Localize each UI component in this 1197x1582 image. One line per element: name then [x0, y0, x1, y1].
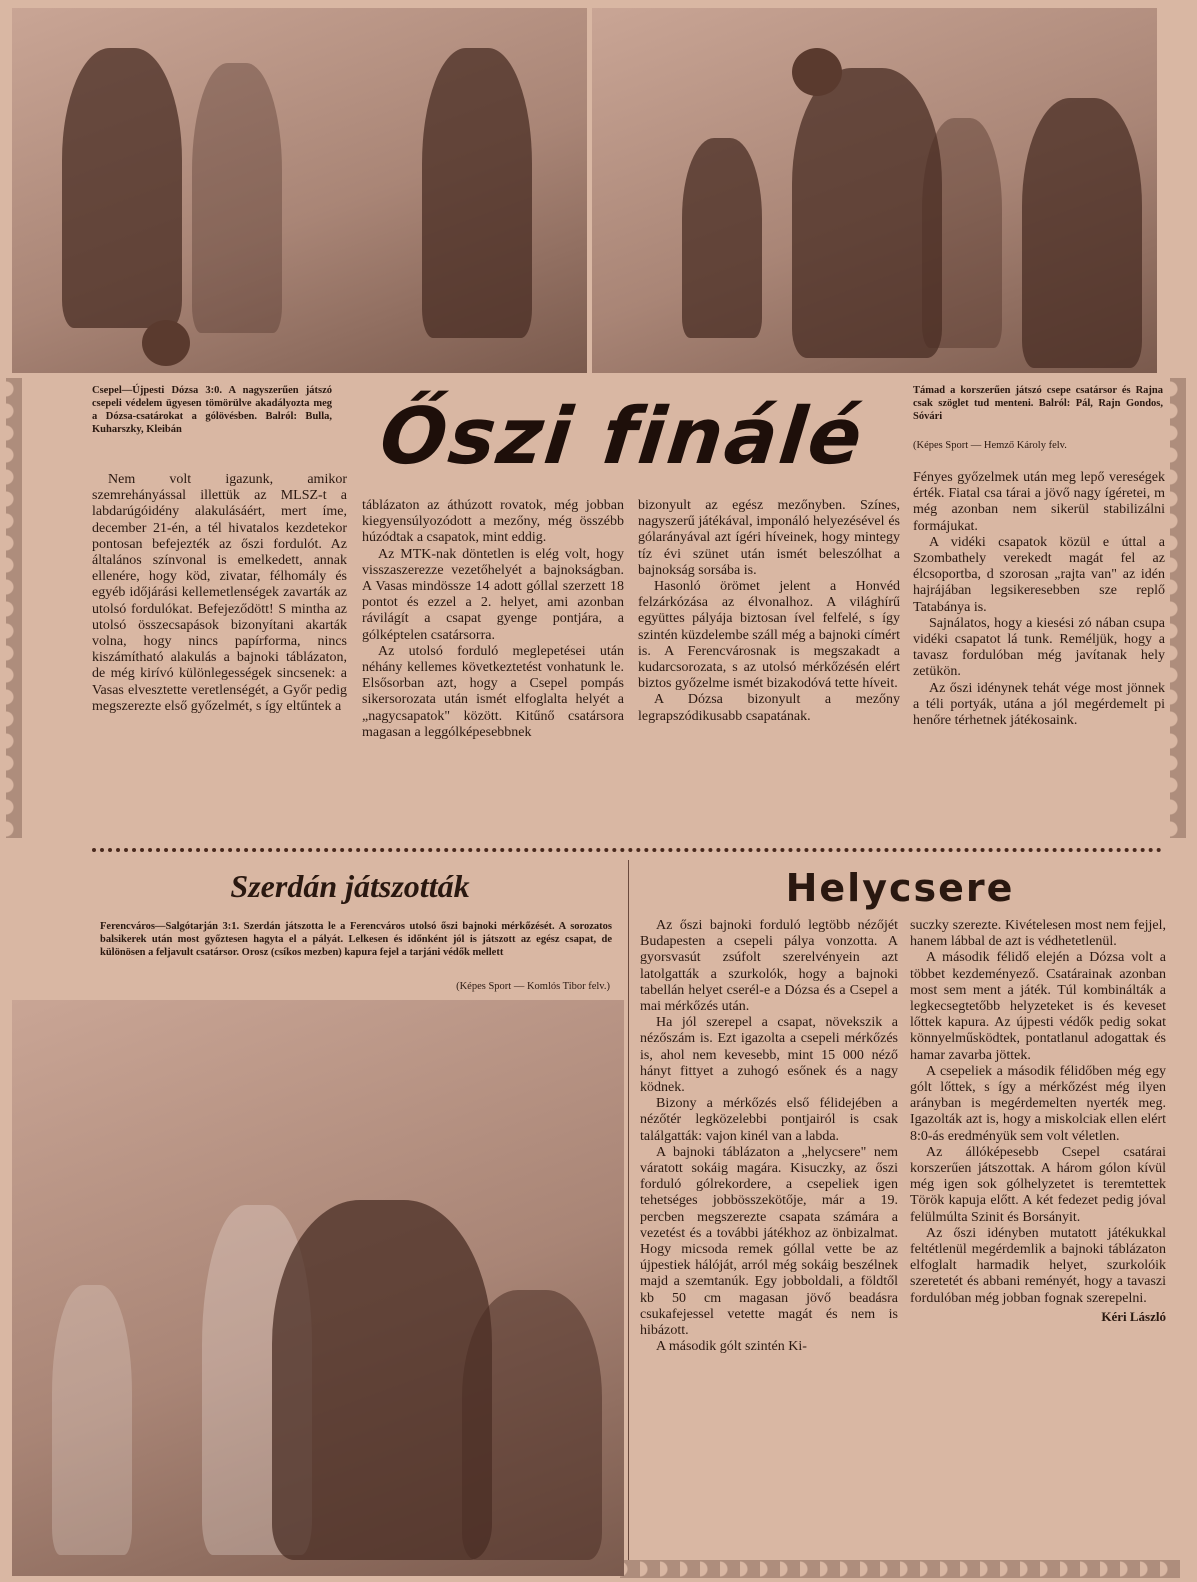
paragraph: Az utolsó forduló meglepetései után néhány kellemes következtetést vonhatunk le. Elsősorban azt, hogy a Csepel pompás sikersorozata után ismét elfoglalta helyét a „nagycsapatok" között. Kitűnő csatársora magasan a leggólképesebbnek: [362, 643, 624, 740]
photo-csepel-dozsa-right: [592, 8, 1157, 373]
section-title-helycsere: Helycsere: [785, 866, 1015, 910]
paragraph: Bizony a mérkőzés első félidejében a nézőtér legközelebbi pontjairól is csak találgatták: vajon kinél van a labda.: [640, 1096, 898, 1144]
column-divider: [628, 860, 629, 1560]
paragraph: A bajnoki táblázaton a „helycsere" nem váratott sokáig magára. Kisuczky, az őszi forduló gólrekordere, a csepeliek igen tehetséges jobbösszekötője, már a 19. percben megszerezte csapata számára a vezetést és a további játékhoz az önbizalmat. Hogy micsoda remek góllal vette be az újpestiek hálóját, arról még sokáig beszélnek majd a szemtanúk. Egy jobboldali, a földtől kb 50 cm magasan jövő beadásra csukafejessel vetette magát és nem is hibázott.: [640, 1144, 898, 1339]
szerdan-credit: (Képes Sport — Komlós Tibor felv.): [456, 981, 610, 992]
paragraph: Az őszi bajnoki forduló legtöbb nézőjét Budapesten a csepeli pálya vonzotta. A gyorsvasút zsúfolt szerelvényein azt latolgatták a szurkolók, hogy a bajnoki tabellán helyet cserél-e a Dózsa és a Csepel a mai mérkőzés után.: [640, 918, 898, 1015]
paragraph: A csepeliek a második félidőben még egy gólt lőttek, s így a mérkőzést még ilyen arányban is megérdemelten nyerték meg. Igazolták azt is, hogy a miskolciak ellen elért 8:0-ás eredményük sem volt véletlen.: [910, 1063, 1166, 1144]
paragraph: táblázaton az áthúzott rovatok, még jobban kiegyensúlyozódott a mezőny, még összébb húzódtak a csapatok, mint eddig.: [362, 498, 624, 546]
paragraph: Hasonló örömet jelent a Honvéd felzárkózása az élvonalhoz. A világhírű együttes pályája biztosan ível felfelé, s így szintén küzdelembe száll még a bajnoki címért is. A Ferencvárosnak is megszakadt a kudarcsorozata, s az utolsó mérkőzésén elért biztos győzelme ismét bizakodóvá tette híveit.: [638, 579, 901, 692]
photo-left-caption: Csepel—Újpesti Dózsa 3:0. A nagyszerűen játszó csepeli védelem ügyesen tömörülve akadályozta meg a Dózsa-csatárokat a gólövésben. Balról: Bulla, Kuharszky, Kleibán: [92, 385, 332, 435]
photo-ferencvaros-salgotarjan: [12, 1000, 624, 1576]
photo-right-caption: Támad a korszerűen játszó csepe csatársor és Rajna csak szöglet tud menteni. Balról: Pál, Rajn Gondos, Sóvári: [913, 385, 1163, 422]
author-signature: Kéri László: [1101, 1308, 1166, 1324]
article-column-1: [92, 472, 347, 715]
photo-right-credit: (Képes Sport — Hemző Károly felv.: [913, 440, 1067, 451]
article-column-4: [913, 470, 1165, 729]
helycsere-column-2: [910, 918, 1166, 1325]
szerdan-caption: Ferencváros—Salgótarján 3:1. Szerdán játszotta le a Ferencváros utolsó őszi bajnoki mérkőzését. A sorozatos balsikerek után most győztesen hagyta el a pályát. Lelkesen és időnként jól is játszott az egész csapat, de különösen a feljavult csatársor. Orosz (csíkos mezben) kapura fejel a tarjáni védők mellett: [100, 921, 612, 958]
paragraph: Az MTK-nak döntetlen is elég volt, hogy visszaszerezze vezetőhelyét a bajnokságban. A Vasas mindössze 14 adott góllal szerzett 18 pontot és ezzel a 2. helyet, ami azonban rávilágít a csapat gyenge pontjára, a gólképtelen csatársorra.: [362, 546, 624, 643]
article-column-3: [638, 498, 900, 725]
section-divider: [92, 848, 1162, 852]
scalloped-border-bottom: [620, 1560, 1180, 1578]
paragraph: Nem volt igazunk, amikor szemrehányással illettük az MLSZ-t a labdarúgóidény alakulásáért, mert íme, december 21-én, a tél hivatalos kezdetekor pontosan befejezték az őszi fordulót. Az általános színvonal is emelkedett, annak ellenére, hogy köd, zivatar, félhomály és egyéb időjárási kellemetlenségek zavarták az utolsó fordulókat. Befejeződött! S mintha az utolsó összecsapások bizonyítani akarták volna, hogy nincs papírforma, nincs kiszámítható alakulás a bajnoki táblázaton, de még kirívó különlegességek sincsenek: a Vasas elvesztette veretlenségét, a Győr pedig megszerezte első győzelmét, s így eltűntek a: [92, 472, 347, 714]
paragraph: bizonyult az egész mezőnyben. Színes, nagyszerű játékával, imponáló helyezésével és gólarányával azt ígéri híveinek, hogy mintegy tíz évi szünet után ismét beleszólhat a bajnokság sorsába is.: [638, 498, 900, 578]
paragraph: A vidéki csapatok közül e úttal a Szombathely verekedt magát fel az élcsoportba, d szorosan „rajta van" az idén hajrájában legsikeresebben sze replő Tatabánya is.: [913, 534, 1165, 615]
photo-csepel-dozsa-left: [12, 8, 587, 373]
paragraph: Fényes győzelmek után meg lepő vereségek érték. Fiatal csa tárai a jövő nagy ígéretei, m még azonban nem sikerül stabilizálni formájukat.: [913, 470, 1165, 534]
paragraph: A Dózsa bizonyult a mezőny legrapszódikusabb csapatának.: [638, 692, 900, 724]
paragraph: Az állóképesebb Csepel csatárai korszerűen játszottak. A három gólon kívül még igen sok gólhelyzetet is teremtettek Török kapuja előtt. A két fedezet pedig jóval felülmúlta Szinit és Borsányit.: [910, 1144, 1166, 1225]
paragraph: Ha jól szerepel a csapat, növekszik a nézőszám is. Ezt igazolta a csepeli mérkőzés is, ahol nem kevesebb, mint 15 000 néző hányt fittyet a zuhogó esőnek és a nagy ködnek.: [640, 1015, 898, 1096]
section-title-szerdan: Szerdán játszották: [230, 868, 470, 904]
paragraph: suczky szerezte. Kivételesen most nem fejjel, hanem lábbal de azt is védhetetlenül.: [910, 918, 1166, 950]
page-title: Őszi finálé: [376, 392, 868, 482]
football-icon: [142, 320, 190, 366]
helycsere-column-1: [640, 918, 898, 1355]
paragraph: Sajnálatos, hogy a kiesési zó nában csupa vidéki csapatot lá tunk. Reméljük, hogy a tavasz fordulóban még javítanak hely zetükön.: [913, 615, 1165, 680]
scalloped-border-left: [6, 378, 22, 838]
paragraph: Az őszi idényben mutatott játékukkal feltétlenül megérdemlik a bajnoki táblázaton elfoglalt harmadik helyet, szurkolóik szeretetét és abbani reményét, hogy a tavaszi fordulóban még jobban fognak szerepelni.: [910, 1225, 1166, 1306]
paragraph: A második félidő elején a Dózsa volt a többet kezdeményező. Csatárainak azonban most sem ment a játék. Túl kombinálták a legkecsegtetőbb helyzeteket is és keveset lőttek kapura. Az újpesti védők pedig sokat könnyelműsködtek, pontatlanul adogattak és hamar zavarba jöttek.: [910, 950, 1166, 1063]
paragraph: A második gólt szintén Ki-: [656, 1339, 807, 1355]
football-icon: [792, 48, 842, 96]
article-column-2: [362, 498, 624, 741]
paragraph: Az őszi idénynek tehát vége most jönnek a téli portyák, utána a jól megérdemelt pi henőre térhetnek játékosaink.: [913, 680, 1165, 729]
